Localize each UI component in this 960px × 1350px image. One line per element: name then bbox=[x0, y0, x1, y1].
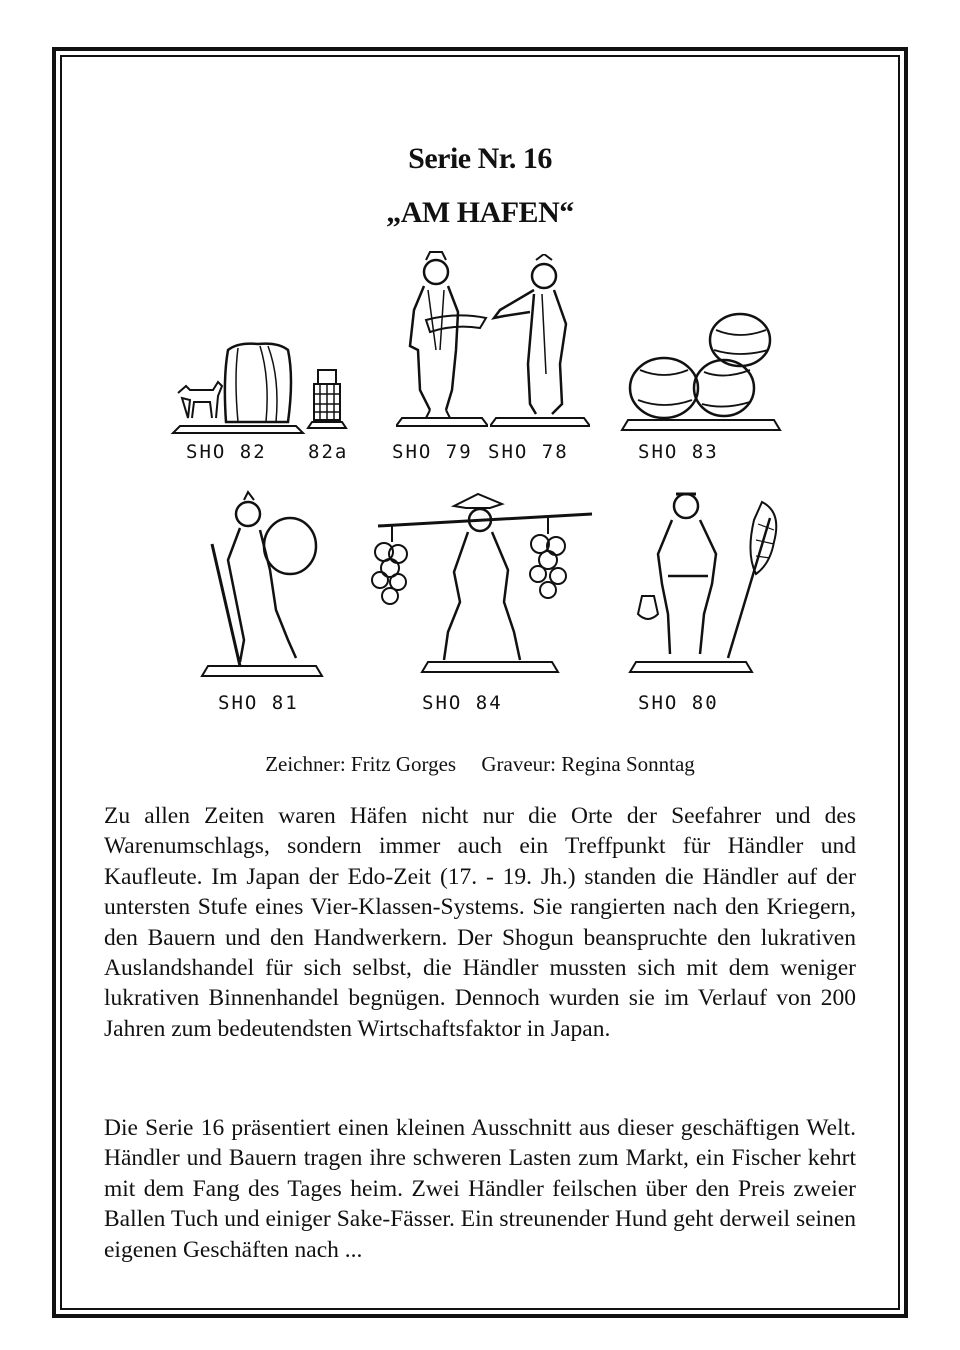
cloth-bales-icon bbox=[620, 310, 782, 434]
dog-and-jar-icon bbox=[168, 338, 308, 438]
figure-code-sho-83: SHO 83 bbox=[638, 441, 719, 463]
figure-code-sho-84: SHO 84 bbox=[422, 692, 503, 714]
shoulder-pole-bearer-icon bbox=[362, 492, 596, 676]
figure-code-sho-78: SHO 78 bbox=[488, 441, 569, 463]
series-title: Serie Nr. 16 bbox=[408, 142, 552, 175]
barrel-icon bbox=[306, 366, 348, 432]
figure-code-sho-79: SHO 79 bbox=[392, 441, 473, 463]
figure-code-82a: 82a bbox=[308, 441, 349, 463]
figure-code-sho-82: SHO 82 bbox=[186, 441, 267, 463]
fisherman-with-net-icon bbox=[624, 484, 784, 676]
figure-code-sho-80: SHO 80 bbox=[638, 692, 719, 714]
merchant-holding-cloth-icon bbox=[396, 250, 488, 430]
figure-code-sho-81: SHO 81 bbox=[218, 692, 299, 714]
merchant-gesturing-icon bbox=[490, 254, 590, 430]
walking-porter-icon bbox=[200, 490, 324, 680]
series-name: „AM HAFEN“ bbox=[386, 196, 574, 229]
drawer-credit: Zeichner: Fritz Gorges bbox=[265, 752, 457, 776]
engraver-credit: Graveur: Regina Sonntag bbox=[481, 752, 695, 776]
credits-line bbox=[0, 752, 960, 777]
description-paragraph-2: Die Serie 16 präsentiert einen kleinen Ausschnitt aus dieser geschäftigen Welt. Händler und Bauern tragen ihre schweren Lasten zum Markt, ein Fischer kehrt mit dem Fang des Tages heim. Zwei Händler feilschen über den Preis zweier Ballen Tuch und einiger Sake-Fässer. Ein streunender Hund geht derweil seinen eigenen Geschäften nach ... bbox=[104, 1115, 856, 1263]
description-paragraph-1: Zu allen Zeiten waren Häfen nicht nur die Orte der Seefahrer und des Warenumschlags, sondern immer auch ein Treffpunkt für Händler und Kaufleute. Im Japan der Edo-Zeit (17. - 19. Jh.) standen die Händler auf der untersten Stufe eines Vier-Klassen-Systems. Sie rangierten nach den Kriegern, den Bauern und den Handwerkern. Der Shogun beanspruchte den lukrativen Auslandshandel für sich selbst, die Händler mussten sich mit dem weniger lukrativen Binnenhandel begnügen. Dennoch wurden sie im Verlauf von 200 Jahren zum bedeutendsten Wirtschaftsfaktor in Japan. bbox=[104, 803, 856, 1042]
